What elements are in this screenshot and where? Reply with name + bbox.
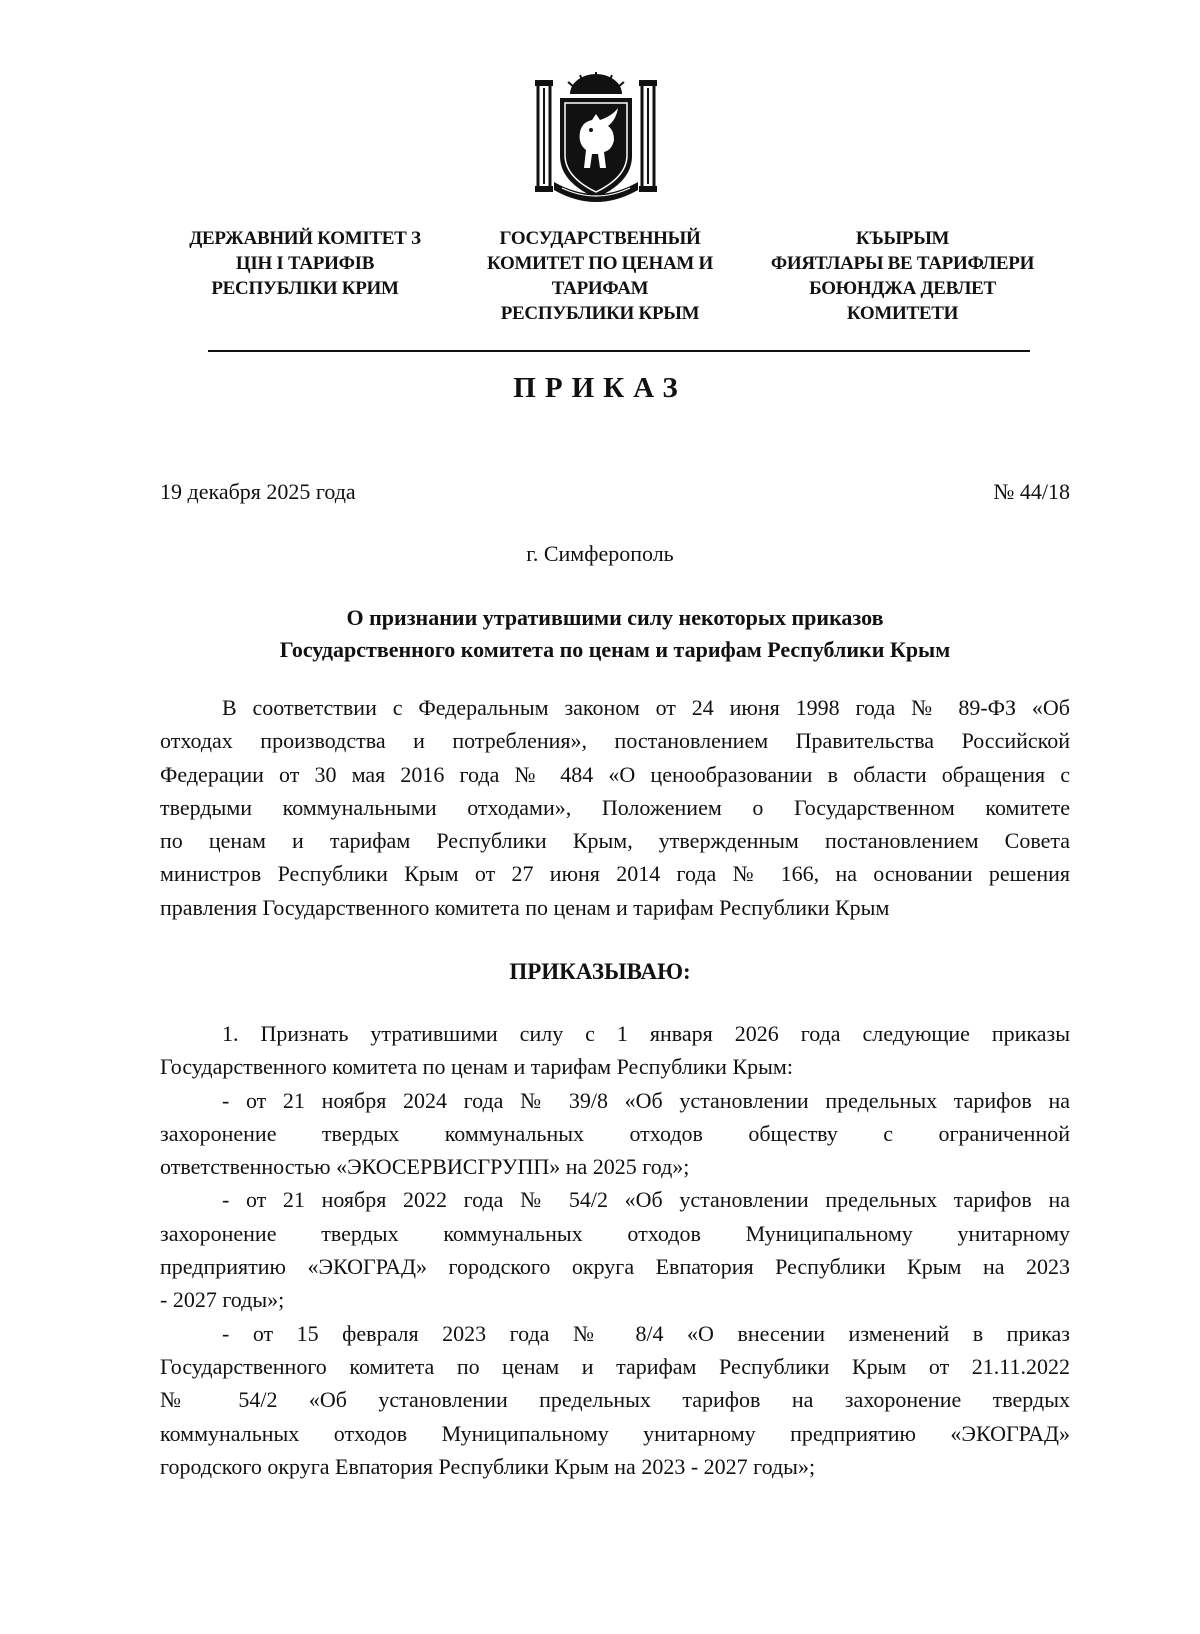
order-heading: ПРИКАЗЫВАЮ: bbox=[509, 959, 691, 984]
item-line: - от 21 ноября 2024 года № 39/8 «Об установлении предельных тарифов на bbox=[222, 1087, 1070, 1113]
document-number: № 44/18 bbox=[993, 479, 1070, 504]
item-line: Государственного комитета по ценам и тарифам Республики Крым от 21.11.2022 bbox=[160, 1353, 1070, 1379]
item-line: - 2027 годы»; bbox=[160, 1287, 285, 1313]
document-title: ПРИКАЗ bbox=[513, 372, 687, 404]
document-city: г. Симферополь bbox=[526, 541, 674, 566]
intro-line: по ценам и тарифам Республики Крым, утвержденным постановлением Совета bbox=[160, 828, 1070, 854]
header-ukrainian bbox=[160, 226, 450, 301]
header-russian bbox=[455, 226, 745, 326]
header-crimean-tatar-line: ФИЯТЛАРЫ ВЕ ТАРИФЛЕРИ bbox=[770, 253, 1035, 274]
header-divider bbox=[208, 350, 1030, 352]
intro-line: отходах производства и потребления», постановлением Правительства Российской bbox=[160, 728, 1070, 754]
item-line: городского округа Евпатория Республики Крым на 2023 - 2027 годы»; bbox=[160, 1453, 816, 1479]
header-crimean-tatar bbox=[740, 226, 1065, 326]
crimea-coat-of-arms-icon bbox=[534, 70, 658, 206]
header-ukrainian-line: ДЕРЖАВНИЙ КОМІТЕТ З bbox=[189, 228, 421, 249]
header-ukrainian-line: РЕСПУБЛІКИ КРИМ bbox=[211, 278, 399, 299]
intro-line: министров Республики Крым от 27 июня 2014 года № 166, на основании решения bbox=[160, 861, 1070, 887]
item-line: коммунальных отходов Муниципальному унитарному предприятию «ЭКОГРАД» bbox=[160, 1420, 1070, 1446]
item-line: предприятию «ЭКОГРАД» городского округа Евпатория Республики Крым на 2023 bbox=[160, 1254, 1070, 1280]
item-line: № 54/2 «Об установлении предельных тарифов на захоронение твердых bbox=[160, 1387, 1070, 1413]
intro-line: В соответствии с Федеральным законом от 24 июня 1998 года № 89-ФЗ «Об bbox=[222, 695, 1070, 720]
subject-line: Государственного комитета по ценам и тарифам Республики Крым bbox=[279, 637, 951, 662]
document-date: 19 декабря 2025 года bbox=[160, 479, 356, 504]
intro-line: правления Государственного комитета по ценам и тарифам Республики Крым bbox=[160, 894, 890, 920]
intro-line: твердыми коммунальными отходами», Положением о Государственном комитете bbox=[160, 794, 1070, 820]
document-subject bbox=[160, 602, 1070, 666]
intro-paragraph bbox=[160, 691, 1070, 924]
header-crimean-tatar-line: КОМИТЕТИ bbox=[846, 303, 959, 324]
header-russian-line: КОМИТЕТ ПО ЦЕНАМ И bbox=[487, 253, 713, 274]
item-line: Государственного комитета по ценам и тарифам Республики Крым: bbox=[160, 1054, 793, 1080]
order-items bbox=[160, 1017, 1070, 1483]
header-crimean-tatar-line: КЪЫРЫМ bbox=[855, 228, 950, 249]
item-line: - от 21 ноября 2022 года № 54/2 «Об установлении предельных тарифов на bbox=[222, 1187, 1070, 1213]
item-line: захоронение твердых коммунальных отходов Муниципальному унитарному bbox=[160, 1220, 1070, 1246]
header-russian-line: ТАРИФАМ bbox=[551, 278, 649, 299]
item-line: захоронение твердых коммунальных отходов обществу с ограниченной bbox=[160, 1120, 1070, 1146]
header-ukrainian-line: ЦІН І ТАРИФІВ bbox=[235, 253, 375, 274]
item-line: 1. Признать утратившими силу с 1 января 2026 года следующие приказы bbox=[222, 1021, 1070, 1046]
header-russian-line: РЕСПУБЛИКИ КРЫМ bbox=[500, 303, 700, 324]
item-line: ответственностью «ЭКОСЕРВИСГРУПП» на 2025 год»; bbox=[160, 1154, 690, 1180]
header-crimean-tatar-line: БОЮНДЖА ДЕВЛЕТ bbox=[809, 278, 996, 299]
subject-line: О признании утратившими силу некоторых приказов bbox=[346, 605, 884, 630]
item-line: - от 15 февраля 2023 года № 8/4 «О внесении изменений в приказ bbox=[222, 1320, 1070, 1346]
intro-line: Федерации от 30 мая 2016 года № 484 «О ценообразовании в области обращения с bbox=[160, 761, 1070, 787]
header-russian-line: ГОСУДАРСТВЕННЫЙ bbox=[499, 228, 701, 249]
